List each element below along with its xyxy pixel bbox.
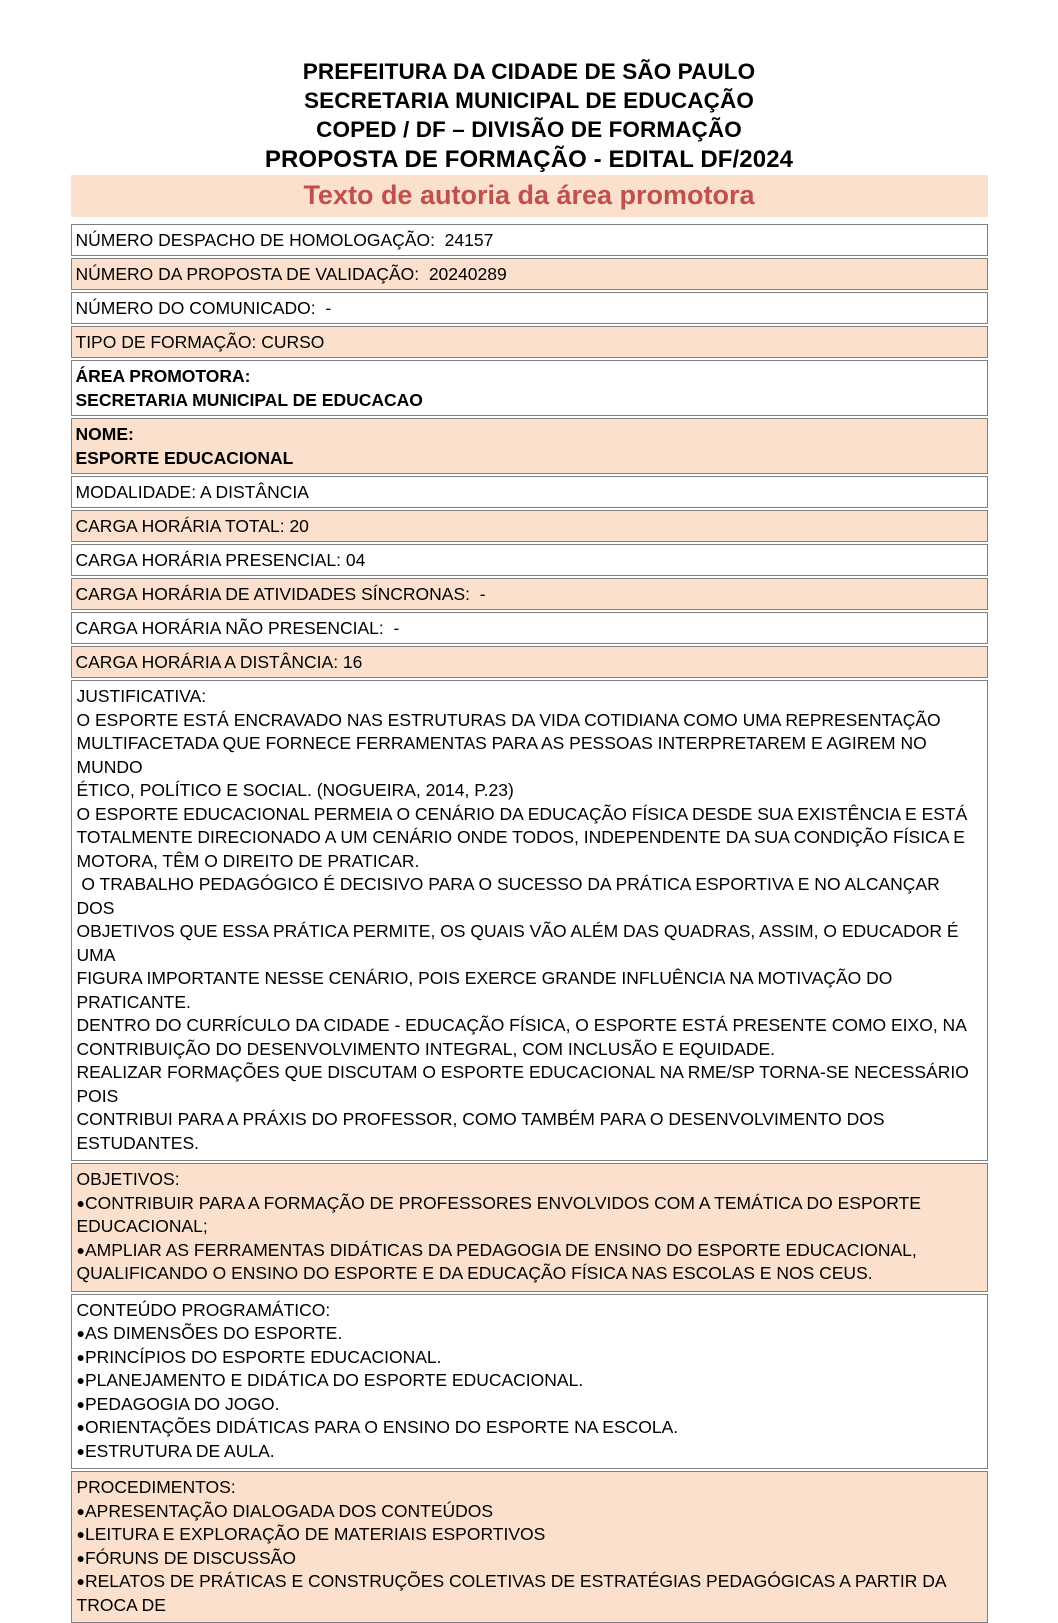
text-line: O ESPORTE ESTÁ ENCRAVADO NAS ESTRUTURAS DA VIDA COTIDIANA COMO UMA REPRESENTAÇÃO	[76, 709, 941, 730]
field-carga-nao-presencial-text: CARGA HORÁRIA NÃO PRESENCIAL: -	[75, 618, 400, 638]
field-area-promotora-value: SECRETARIA MUNICIPAL DE EDUCACAO	[75, 390, 423, 410]
bullet-line: ● PLANEJAMENTO E DIDÁTICA DO ESPORTE EDUCACIONAL.	[77, 1369, 983, 1393]
text-line: CONTEÚDO PROGRAMÁTICO:	[76, 1299, 331, 1320]
text-line: O TRABALHO PEDAGÓGICO É DECISIVO PARA O SUCESSO DA PRÁTICA ESPORTIVA E NO ALCANÇAR DOS	[76, 874, 945, 918]
header-line-2: SECRETARIA MUNICIPAL DE EDUCAÇÃO	[304, 88, 754, 113]
text-line: FIGURA IMPORTANTE NESSE CENÁRIO, POIS EXERCE GRANDE INFLUÊNCIA NA MOTIVAÇÃO DO PRATICANTE.	[76, 968, 898, 1012]
field-row-carga-distancia	[71, 646, 988, 678]
block-procedimentos	[71, 1471, 988, 1623]
field-area-promotora-label: ÁREA PROMOTORA:	[75, 366, 251, 386]
text-line: OBJETIVOS:	[76, 1169, 180, 1189]
field-row-proposta-validacao	[71, 258, 988, 290]
field-row-carga-presencial	[71, 544, 988, 576]
block-objetivos	[71, 1163, 988, 1292]
field-row-modalidade	[71, 476, 988, 508]
field-proposta-validacao-text: NÚMERO DA PROPOSTA DE VALIDAÇÃO: 20240289	[75, 264, 507, 284]
bullet-line: ● LEITURA E EXPLORAÇÃO DE MATERIAIS ESPORTIVOS	[77, 1523, 983, 1547]
bullet-line: ● ORIENTAÇÕES DIDÁTICAS PARA O ENSINO DO ESPORTE NA ESCOLA.	[77, 1416, 983, 1440]
bullet-line: ● APRESENTAÇÃO DIALOGADA DOS CONTEÚDOS	[77, 1500, 983, 1524]
field-row-tipo-formacao	[71, 326, 988, 358]
header-line-3: COPED / DF – DIVISÃO DE FORMAÇÃO	[316, 117, 742, 142]
field-carga-sincronas-text: CARGA HORÁRIA DE ATIVIDADES SÍNCRONAS: -	[75, 584, 486, 604]
text-line: CONTRIBUI PARA A PRÁXIS DO PROFESSOR, COMO TAMBÉM PARA O DESENVOLVIMENTO DOS ESTUDANTES.	[76, 1109, 890, 1153]
text-line: QUALIFICANDO O ENSINO DO ESPORTE E DA EDUCAÇÃO FÍSICA NAS ESCOLAS E NOS CEUS.	[76, 1263, 873, 1283]
text-line: REALIZAR FORMAÇÕES QUE DISCUTAM O ESPORTE EDUCACIONAL NA RME/SP TORNA-SE NECESSÁRIO POIS	[76, 1062, 974, 1106]
field-row-comunicado	[71, 292, 988, 324]
text-line: MOTORA, TÊM O DIREITO DE PRATICAR.	[76, 850, 420, 871]
field-carga-distancia-text: CARGA HORÁRIA A DISTÂNCIA: 16	[75, 652, 363, 672]
bullet-line: ● ESTRUTURA DE AULA.	[77, 1440, 983, 1464]
text-line: JUSTIFICATIVA:	[76, 686, 207, 706]
field-carga-presencial-text: CARGA HORÁRIA PRESENCIAL: 04	[75, 550, 366, 570]
header-line-4: PROPOSTA DE FORMAÇÃO - EDITAL DF/2024	[264, 146, 794, 173]
field-despacho-text: NÚMERO DESPACHO DE HOMOLOGAÇÃO: 24157	[75, 230, 494, 250]
text-line: MULTIFACETADA QUE FORNECE FERRAMENTAS PARA AS PESSOAS INTERPRETAREM E AGIREM NO MUNDO	[76, 733, 932, 777]
banner-authorship	[71, 175, 988, 217]
field-nome-label: NOME:	[75, 424, 134, 444]
bullet-line: ● AMPLIAR AS FERRAMENTAS DIDÁTICAS DA PEDAGOGIA DE ENSINO DO ESPORTE EDUCACIONAL,	[77, 1239, 983, 1263]
bullet-line: ● PRINCÍPIOS DO ESPORTE EDUCACIONAL.	[77, 1346, 983, 1370]
text-line: EDUCACIONAL;	[76, 1216, 208, 1236]
block-justificativa	[71, 680, 988, 1161]
bullet-line: ● PEDAGOGIA DO JOGO.	[77, 1393, 983, 1417]
bullet-line: ● AS DIMENSÕES DO ESPORTE.	[77, 1322, 983, 1346]
field-row-area-promotora	[71, 360, 988, 416]
field-carga-total-text: CARGA HORÁRIA TOTAL: 20	[75, 516, 309, 536]
bullet-line: ● CONTRIBUIR PARA A FORMAÇÃO DE PROFESSORES ENVOLVIDOS COM A TEMÁTICA DO ESPORTE	[77, 1192, 983, 1216]
field-modalidade-text: MODALIDADE: A DISTÂNCIA	[75, 482, 309, 502]
field-row-carga-total	[71, 510, 988, 542]
bullet-line: ● RELATOS DE PRÁTICAS E CONSTRUÇÕES COLETIVAS DE ESTRATÉGIAS PEDAGÓGICAS A PARTIR DA TROCA DE	[77, 1570, 983, 1617]
text-line: CONTRIBUIÇÃO DO DESENVOLVIMENTO INTEGRAL, COM INCLUSÃO E EQUIDADE.	[76, 1038, 775, 1059]
field-row-carga-sincronas	[71, 578, 988, 610]
text-line: TOTALMENTE DIRECIONADO A UM CENÁRIO ONDE TODOS, INDEPENDENTE DA SUA CONDIÇÃO FÍSICA E	[76, 827, 965, 847]
field-row-nome	[71, 418, 988, 474]
text-line: O ESPORTE EDUCACIONAL PERMEIA O CENÁRIO DA EDUCAÇÃO FÍSICA DESDE SUA EXISTÊNCIA E ESTÁ	[76, 803, 968, 824]
field-nome-value: ESPORTE EDUCACIONAL	[75, 448, 294, 468]
header-line-1: PREFEITURA DA CIDADE DE SÃO PAULO	[302, 59, 756, 84]
proposal-form-table	[71, 224, 988, 1623]
banner-title: Texto de autoria da área promotora	[303, 180, 755, 210]
text-line: OBJETIVOS QUE ESSA PRÁTICA PERMITE, OS QUAIS VÃO ALÉM DAS QUADRAS, ASSIM, O EDUCADOR É UMA	[76, 921, 964, 965]
field-comunicado-text: NÚMERO DO COMUNICADO: -	[75, 298, 332, 318]
text-line: DENTRO DO CURRÍCULO DA CIDADE - EDUCAÇÃO FÍSICA, O ESPORTE ESTÁ PRESENTE COMO EIXO, NA	[76, 1015, 967, 1035]
field-row-carga-nao-presencial	[71, 612, 988, 644]
field-tipo-formacao-text: TIPO DE FORMAÇÃO: CURSO	[75, 332, 325, 352]
block-conteudo-programatico	[71, 1294, 988, 1470]
bullet-line: ● FÓRUNS DE DISCUSSÃO	[77, 1547, 983, 1571]
text-line: ÉTICO, POLÍTICO E SOCIAL. (NOGUEIRA, 2014, P.23)	[76, 780, 514, 800]
field-row-despacho	[71, 224, 988, 256]
text-line: PROCEDIMENTOS:	[76, 1477, 236, 1497]
document-header	[0, 0, 1058, 175]
